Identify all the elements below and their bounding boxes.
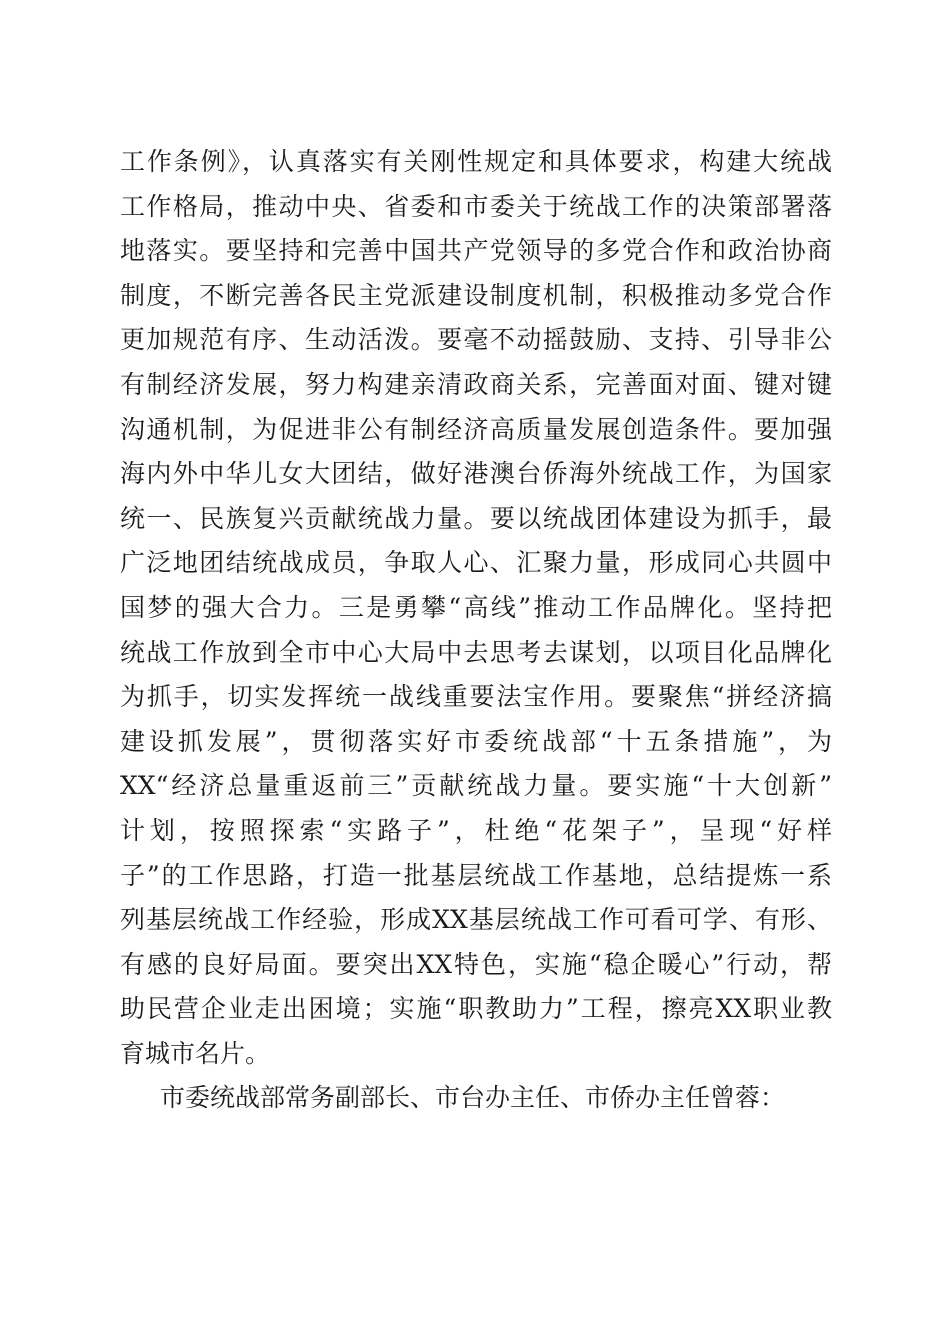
text-line: 子”的工作思路，打造一批基层统战工作基地，总结提炼一系 <box>120 860 832 890</box>
speaker-line: 市委统战部常务副部长、市台办主任、市侨办主任曾蓉： <box>160 1083 786 1113</box>
text-line: 制度，不断完善各民主党派建设制度机制，积极推动多党合作 <box>120 280 832 310</box>
text-line: 列基层统战工作经验，形成XX基层统战工作可看可学、有形、 <box>120 905 832 935</box>
text-line: 广泛地团结统战成员，争取人心、汇聚力量，形成同心共圆中 <box>120 548 832 578</box>
text-line: 为抓手，切实发挥统一战线重要法宝作用。要聚焦“拼经济搞 <box>120 682 832 712</box>
text-line: 计划，按照探索“实路子”，杜绝“花架子”，呈现“好样 <box>120 815 832 845</box>
text-line: 统一、民族复兴贡献统战力量。要以统战团体建设为抓手，最 <box>120 503 832 533</box>
text-line: 育城市名片。 <box>120 1038 271 1068</box>
text-line: 工作条例》，认真落实有关刚性规定和具体要求，构建大统战 <box>120 147 832 176</box>
text-line: 助民营企业走出困境；实施“职教助力”工程，擦亮XX职业教 <box>120 994 832 1024</box>
text-line: XX“经济总量重返前三”贡献统战力量。要实施“十大创新” <box>120 771 832 801</box>
text-line: 工作格局，推动中央、省委和市委关于统战工作的决策部署落 <box>120 191 832 221</box>
paragraph-2 <box>120 1076 832 1121</box>
paragraph-1 <box>120 140 832 1076</box>
text-line: 国梦的强大合力。三是勇攀“高线”推动工作品牌化。坚持把 <box>120 592 832 622</box>
text-line: 建设抓发展”，贯彻落实好市委统战部“十五条措施”，为 <box>120 726 832 756</box>
text-line: 沟通机制，为促进非公有制经济高质量发展创造条件。要加强 <box>120 414 832 444</box>
text-line: 统战工作放到全市中心大局中去思考去谋划，以项目化品牌化 <box>120 637 832 667</box>
text-line: 有感的良好局面。要突出XX特色，实施“稳企暖心”行动，帮 <box>120 949 832 979</box>
text-line: 海内外中华儿女大团结，做好港澳台侨海外统战工作，为国家 <box>120 459 832 489</box>
document-body <box>120 140 832 1121</box>
text-line: 更加规范有序、生动活泼。要毫不动摇鼓励、支持、引导非公 <box>120 325 832 355</box>
text-line: 地落实。要坚持和完善中国共产党领导的多党合作和政治协商 <box>120 236 832 266</box>
text-line: 有制经济发展，努力构建亲清政商关系，完善面对面、键对键 <box>120 369 832 399</box>
